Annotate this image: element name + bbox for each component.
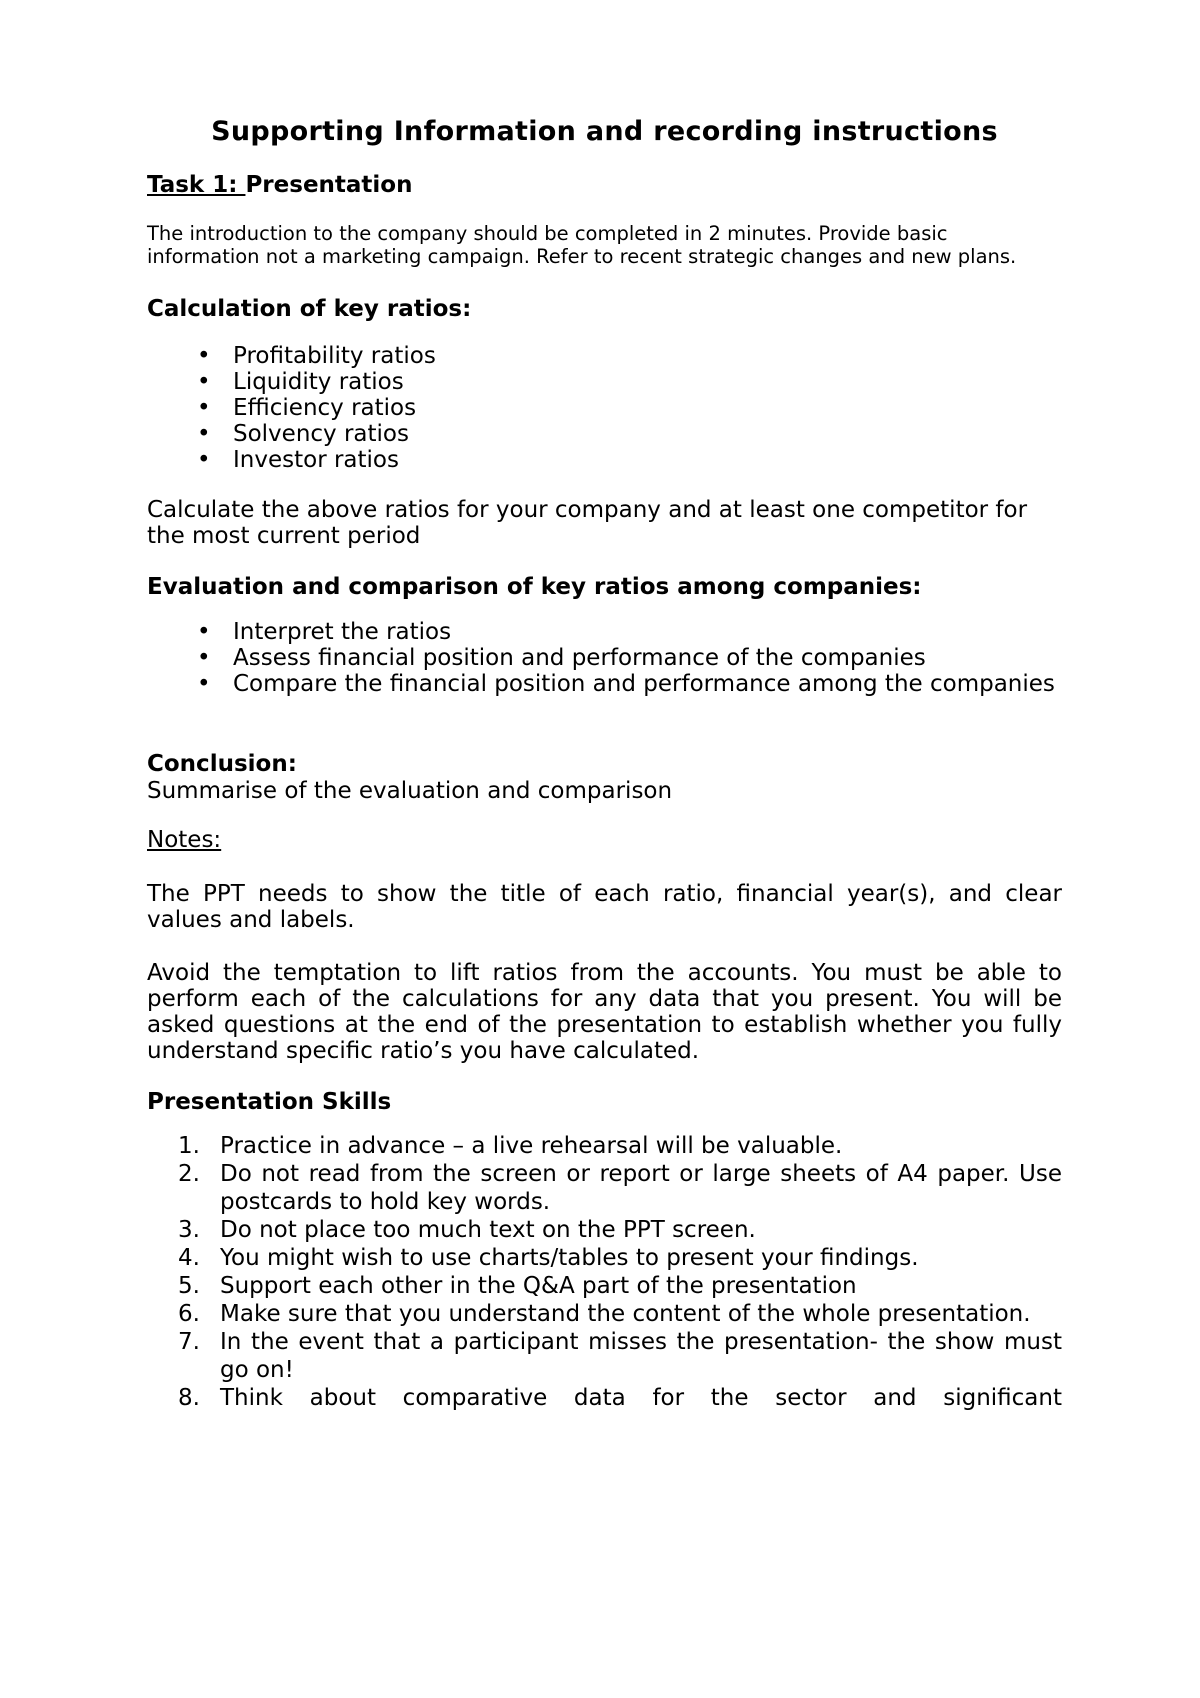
key-ratios-heading: Calculation of key ratios:	[147, 296, 472, 322]
item-number: 5.	[178, 1273, 200, 1299]
task-heading-label: Task 1:	[147, 172, 246, 198]
notes-heading: Notes:	[147, 827, 222, 853]
item-text: Do not read from the screen or report or large sheets of A4 paper. Use postcards to hold key words.	[220, 1161, 1062, 1215]
item-text: You might wish to use charts/tables to present your findings.	[220, 1245, 919, 1271]
list-item	[147, 1384, 1062, 1412]
list-item	[147, 1244, 1062, 1272]
document-title: Supporting Information and recording instructions	[211, 116, 998, 147]
item-text: Think about comparative data for the sector and significant	[220, 1385, 1062, 1411]
item-number: 7.	[178, 1329, 200, 1355]
item-number: 4.	[178, 1245, 200, 1271]
item-text: Practice in advance – a live rehearsal will be valuable.	[220, 1133, 843, 1159]
list-item	[147, 1300, 1062, 1328]
item-number: 3.	[178, 1217, 200, 1243]
evaluation-heading: Evaluation and comparison of key ratios among companies:	[147, 574, 922, 600]
task-heading	[147, 169, 1062, 201]
key-ratios-list	[147, 343, 1062, 473]
conclusion-heading: Conclusion:	[147, 751, 297, 777]
task-heading-name: Presentation	[245, 172, 413, 198]
item-text: Support each other in the Q&A part of the presentation	[220, 1273, 857, 1299]
list-item: • Efficiency ratios	[147, 395, 1062, 421]
item-number: 6.	[178, 1301, 200, 1327]
notes-paragraph-1: The PPT needs to show the title of each ratio, financial year(s), and clear values and labels.	[147, 881, 1062, 933]
list-item	[147, 1328, 1062, 1384]
item-number: 8.	[178, 1385, 200, 1411]
document-body	[147, 112, 1062, 1412]
item-number: 1.	[178, 1133, 200, 1159]
conclusion-text: Summarise of the evaluation and comparison	[147, 778, 673, 804]
presentation-skills-list	[147, 1132, 1062, 1412]
list-item: • Profitability ratios	[147, 343, 1062, 369]
notes-paragraph-2: Avoid the temptation to lift ratios from the accounts. You must be able to perform each of the calculations for any data that you present. You will be asked questions at the end of the presentation to establish whether you fully understand specific ratio’s you have calculated.	[147, 960, 1062, 1064]
item-text: Do not place too much text on the PPT screen.	[220, 1217, 756, 1243]
list-item: • Liquidity ratios	[147, 369, 1062, 395]
key-ratios-instruction: Calculate the above ratios for your company and at least one competitor for the most current period	[147, 497, 1028, 549]
list-item	[147, 1160, 1062, 1216]
list-item: • Assess financial position and performance of the companies	[147, 645, 1062, 671]
list-item: • Interpret the ratios	[147, 619, 1062, 645]
list-item	[147, 1216, 1062, 1244]
intro-paragraph: The introduction to the company should be completed in 2 minutes. Provide basic information not a marketing campaign. Refer to recent strategic changes and new plans.	[147, 222, 1017, 268]
list-item	[147, 1272, 1062, 1300]
item-number: 2.	[178, 1161, 200, 1187]
item-text: In the event that a participant misses the presentation- the show must go on!	[220, 1329, 1062, 1383]
list-item: • Compare the financial position and performance among the companies	[147, 671, 1062, 697]
presentation-skills-heading: Presentation Skills	[147, 1089, 392, 1115]
list-item: • Investor ratios	[147, 447, 1062, 473]
list-item	[147, 1132, 1062, 1160]
item-text: Make sure that you understand the content of the whole presentation.	[220, 1301, 1031, 1327]
evaluation-list	[147, 619, 1062, 697]
list-item: • Solvency ratios	[147, 421, 1062, 447]
